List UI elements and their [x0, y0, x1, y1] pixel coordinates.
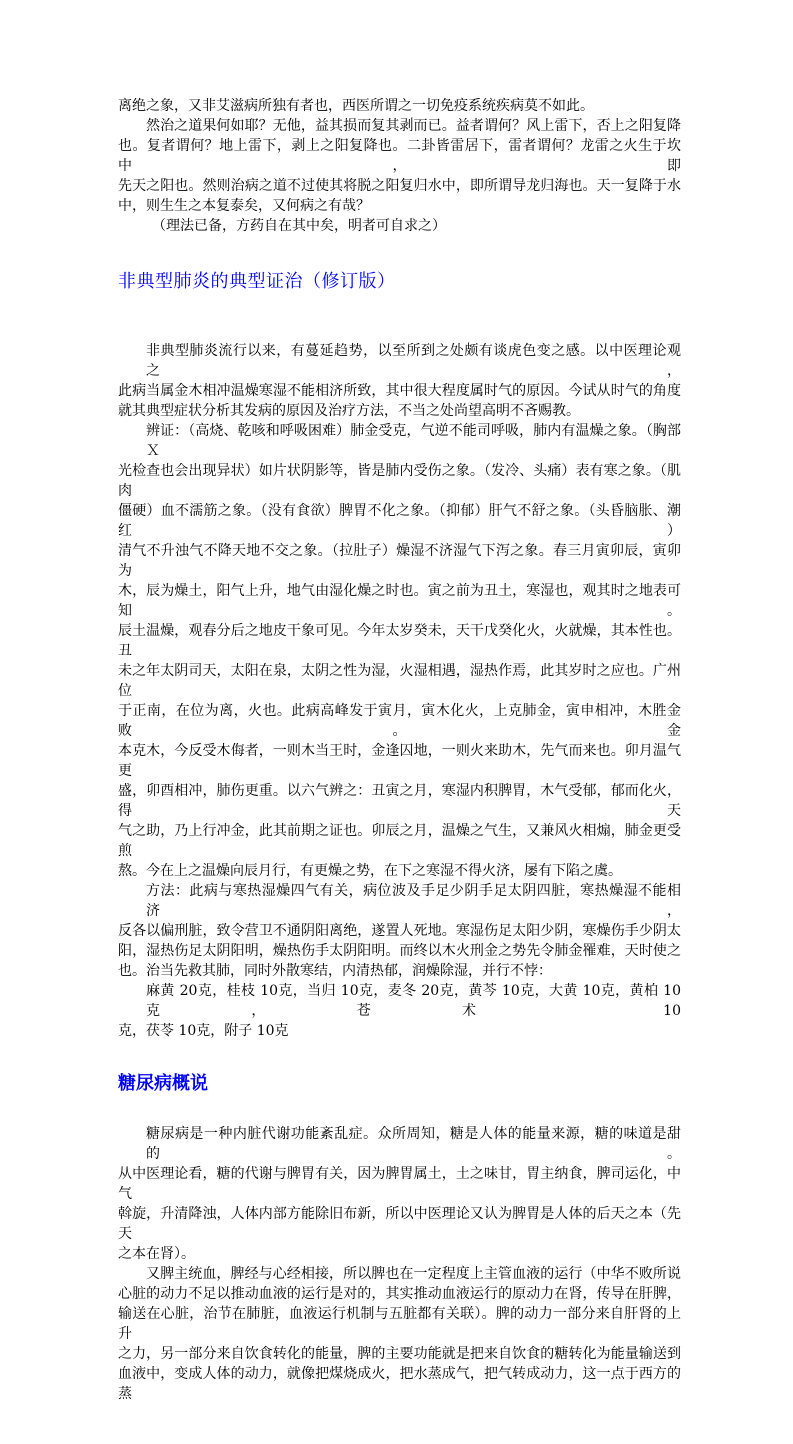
text-line: 盛，卯酉相冲，肺伤更重。以六气辨之：丑寅之月，寒湿内积脾胃，木气受郁，郁而化火，得天 — [118, 783, 681, 819]
section-body-diabetes — [118, 1124, 681, 1444]
text-line: 先天之阳也。然则治病之道不过使其将脱之阳复归水中，即所谓导龙归海也。天一复降于水 — [118, 178, 681, 194]
text-line: 熬。今在上之温燥向辰月行，有更燥之势，在下之寒湿不得火济，屡有下陷之虞。 — [118, 863, 622, 879]
text-line: 未之年太阴司天，太阳在泉，太阴之性为湿，火湿相遇，湿热作焉，此其岁时之应也。广州位 — [118, 663, 681, 699]
section-heading-sars: 非典型肺炎的典型证治（修订版） — [118, 271, 396, 292]
text-line: 僵硬）血不濡筋之象。（没有食欲）脾胃不化之象。（抑郁）肝气不舒之象。（头昏脑胀、潮红） — [118, 503, 681, 539]
text-line: 非典型肺炎流行以来，有蔓延趋势，以至所到之处颇有谈虎色变之感。以中医理论观之， — [146, 343, 681, 379]
section-heading-diabetes: 糖尿病概说 — [118, 1073, 208, 1094]
text-line: 然治之道果何如耶？无他，益其损而复其剥而已。益者谓何？风上雷下，否上之阳复降 — [146, 118, 681, 134]
text-line: 也。治当先救其肺，同时外散寒结，内清热郁，润燥除湿，并行不悖： — [118, 963, 552, 979]
text-line: （理法已备，方药自在其中矣，明者可自求之） — [152, 218, 446, 234]
text-line: 于正南，在位为离，火也。此病高峰发于寅月，寅木化火，上克肺金，寅申相冲，木胜金败。金 — [118, 703, 681, 739]
text-line: 反各以偏刑脏，致令营卫不通阴阳离绝，遂置人死地。寒湿伤足太阳少阴，寒燥伤手少阴太 — [118, 923, 681, 939]
text-line: 输送在心脏，治节在肺脏，血液运行机制与五脏都有关联）。脾的动力一部分来自肝肾的上升 — [118, 1306, 681, 1342]
text-line: 麻黄 20克，桂枝 10克，当归 10克，麦冬 20克，黄芩 10克，大黄 10克，黄柏 10克，苍术 10 — [146, 983, 681, 1019]
text-line: 斡旋，升清降浊，人体内部方能除旧布新，所以中医理论又认为脾胃是人体的后天之本（先天 — [118, 1206, 681, 1242]
text-line: 心脏的动力不足以推动血液的运行是对的，其实推动血液运行的原动力在肾，传导在肝脾， — [118, 1286, 681, 1302]
text-line: 之本在肾）。 — [118, 1246, 195, 1262]
text-line: 离绝之象，又非艾滋病所独有者也，西医所谓之一切免疫系统疾病莫不如此。 — [118, 98, 594, 114]
section-prev-continuation — [118, 96, 681, 236]
text-line: 方法：此病与寒热湿燥四气有关，病位波及手足少阴手足太阴四脏，寒热燥湿不能相济， — [146, 883, 681, 919]
text-line: 就其典型症状分析其发病的原因及治疗方法，不当之处尚望高明不吝赐教。 — [118, 403, 580, 419]
text-line: 木，辰为燥土，阳气上升，地气由湿化燥之时也。寅之前为丑土，寒湿也，观其时之地表可知。 — [118, 583, 681, 619]
text-line: 气之助，乃上行冲金，此其前期之证也。卯辰之月，温燥之气生，又兼风火相煽，肺金更受煎 — [118, 823, 681, 859]
text-line: 辨证：（高烧、乾咳和呼吸困难）肺金受克，气逆不能司呼吸，肺内有温燥之象。（胸部Ｘ — [146, 423, 681, 459]
text-line: 光检查也会出现异状）如片状阴影等，皆是肺内受伤之象。（发冷、头痛）表有寒之象。（肌肉 — [118, 463, 681, 499]
text-line: 清气不升浊气不降天地不交之象。（拉肚子）燥湿不济湿气下泻之象。春三月寅卯辰，寅卯为 — [118, 543, 681, 579]
text-line: 此病当属金木相冲温燥寒湿不能相济所致，其中很大程度属时气的原因。今试从时气的角度 — [118, 383, 681, 399]
text-line: 又脾主统血，脾经与心经相接，所以脾也在一定程度上主管血液的运行（中华不败所说 — [146, 1266, 681, 1282]
text-line: 克，茯苓 10克，附子 10克 — [118, 1023, 289, 1039]
section-body-sars — [118, 341, 681, 1041]
text-line: 辰土温燥，观春分后之地皮干象可见。今年太岁癸未，天干戊癸化火，火就燥，其本性也。丑 — [118, 623, 681, 659]
text-line: 也。复者谓何？地上雷下，剥上之阳复降也。二卦皆雷居下，雷者谓何？龙雷之火生于坎中，即 — [118, 138, 681, 174]
text-line: 阳，湿热伤足太阴阳明，燥热伤手太阴阳明。而终以木火刑金之势先令肺金罹难，天时使之 — [118, 943, 681, 959]
text-line: 本克木，今反受木侮者，一则木当王时，金逢囚地，一则火来助木，先气而来也。卯月温气更 — [118, 743, 681, 779]
text-line: 从中医理论看，糖的代谢与脾胃有关，因为脾胃属土，土之味甘，胃主纳食，脾司运化，中气 — [118, 1166, 681, 1202]
text-line: 之力，另一部分来自饮食转化的能量，脾的主要功能就是把来自饮食的糖转化为能量输送到 — [118, 1346, 681, 1362]
text-line: 血液中，变成人体的动力，就像把煤烧成火，把水蒸成气，把气转成动力，这一点于西方的蒸 — [118, 1366, 681, 1402]
text-line: 中，则生生之本复泰矣，又何病之有哉？ — [118, 198, 370, 214]
text-line: 糖尿病是一种内脏代谢功能紊乱症。众所周知，糖是人体的能量来源，糖的味道是甜的。 — [146, 1126, 681, 1162]
